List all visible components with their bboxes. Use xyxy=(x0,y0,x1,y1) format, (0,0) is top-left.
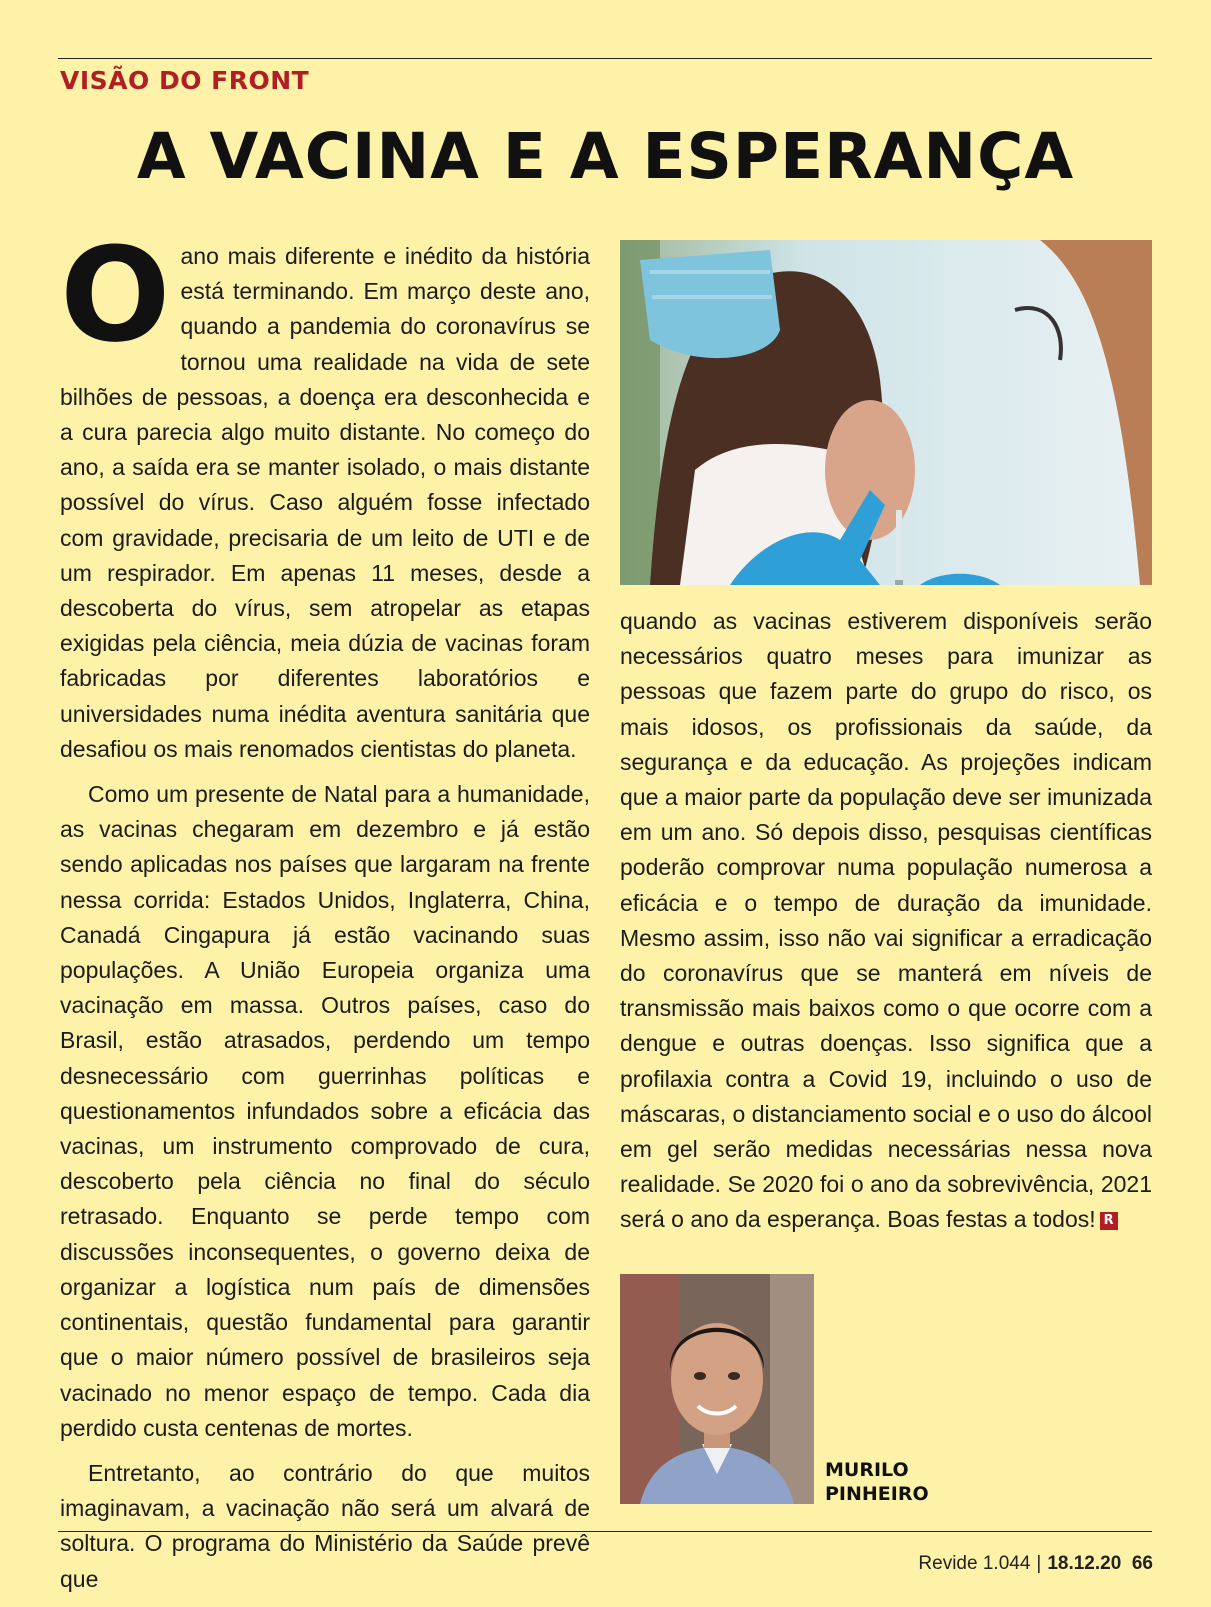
page-footer xyxy=(918,1553,1153,1575)
vaccination-photo xyxy=(620,240,1152,585)
author-first-name: MURILO xyxy=(825,1459,909,1481)
article-column-right xyxy=(620,604,1152,1248)
article-paragraph-4 xyxy=(620,604,1152,1238)
top-rule xyxy=(58,58,1152,59)
drop-cap: O xyxy=(60,219,171,371)
bottom-rule xyxy=(58,1531,1152,1532)
section-label: VISÃO DO FRONT xyxy=(60,66,310,95)
paragraph-1-text: ano mais diferente e inédito da história está terminando. Em março deste ano, quando a pandemia do coronavírus se tornou uma realidade na vida de sete bilhões de pessoas, a doença era desconhecida e a cura parecia algo muito distante. No começo do ano, a saída era se manter isolado, o mais distante possível do vírus. Caso alguém fosse infectado com gravidade, precisaria de um leito de UTI e de um respirador. Em apenas 11 meses, desde a descoberta do vírus, sem atropelar as etapas exigidas pela ciência, meia dúzia de vacinas foram fabricadas por diferentes laboratórios e universidades numa inédita aventura sanitária que desafiou os mais renomados cientistas do planeta. xyxy=(60,243,590,762)
article-headline: A VACINA E A ESPERANÇA xyxy=(136,120,1075,193)
page-number: 66 xyxy=(1131,1553,1153,1574)
author-last-name: PINHEIRO xyxy=(825,1483,929,1505)
article-paragraph-1 xyxy=(60,219,590,767)
footer-separator: | xyxy=(1036,1553,1042,1574)
article-paragraph-3: Entretanto, ao contrário do que muitos imaginavam, a vacinação não será um alvará de soltura. O programa do Ministério da Saúde prevê que xyxy=(60,1459,590,1592)
article-column-left xyxy=(60,219,590,1607)
publication-name: Revide 1.044 xyxy=(918,1553,1031,1574)
issue-date: 18.12.20 xyxy=(1047,1553,1122,1574)
author-name xyxy=(825,1458,929,1506)
paragraph-4-text: quando as vacinas estiverem disponíveis serão necessários quatro meses para imunizar as pessoas que fazem parte do grupo do risco, os mais idosos, os profissionais da saúde, da segurança e da educação. As projeções indicam que a maior parte da população deve ser imunizada em um ano. Só depois disso, pesquisas científicas poderão comprovar numa população numerosa a eficácia e o tempo de duração da imunidade. Mesmo assim, isso não vai significar a erradicação do coronavírus que se manterá em níveis de transmissão mais baixos como o que ocorre com a dengue e outras doenças. Isso significa que a profilaxia contra a Covid 19, incluindo o uso de máscaras, o distanciamento social e o uso do álcool em gel serão medidas necessárias nessa nova realidade. Se 2020 foi o ano da sobrevivência, 2021 será o ano da esperança. Boas festas a todos! xyxy=(620,608,1152,1233)
end-of-article-icon: R xyxy=(1100,1212,1118,1230)
author-photo xyxy=(620,1274,814,1504)
article-paragraph-2: Como um presente de Natal para a humanidade, as vacinas chegaram em dezembro e já estão sendo aplicadas nos países que largaram na frente nessa corrida: Estados Unidos, Inglaterra, China, Canadá Cingapura já estão vacinando suas populações. A União Europeia organiza uma vacinação em massa. Outros países, caso do Brasil, estão atrasados, perdendo um tempo desnecessário com guerrinhas políticas e questionamentos infundados sobre a eficácia das vacinas, um instrumento comprovado de cura, descoberto pela ciência no final do século retrasado. Enquanto se perde tempo com discussões inconsequentes, o governo deixa de organizar a logística num país de dimensões continentais, questão fundamental para garantir que o maior número possível de brasileiros seja vacinado no menor espaço de tempo. Cada dia perdido custa centenas de mortes. xyxy=(60,781,590,1441)
